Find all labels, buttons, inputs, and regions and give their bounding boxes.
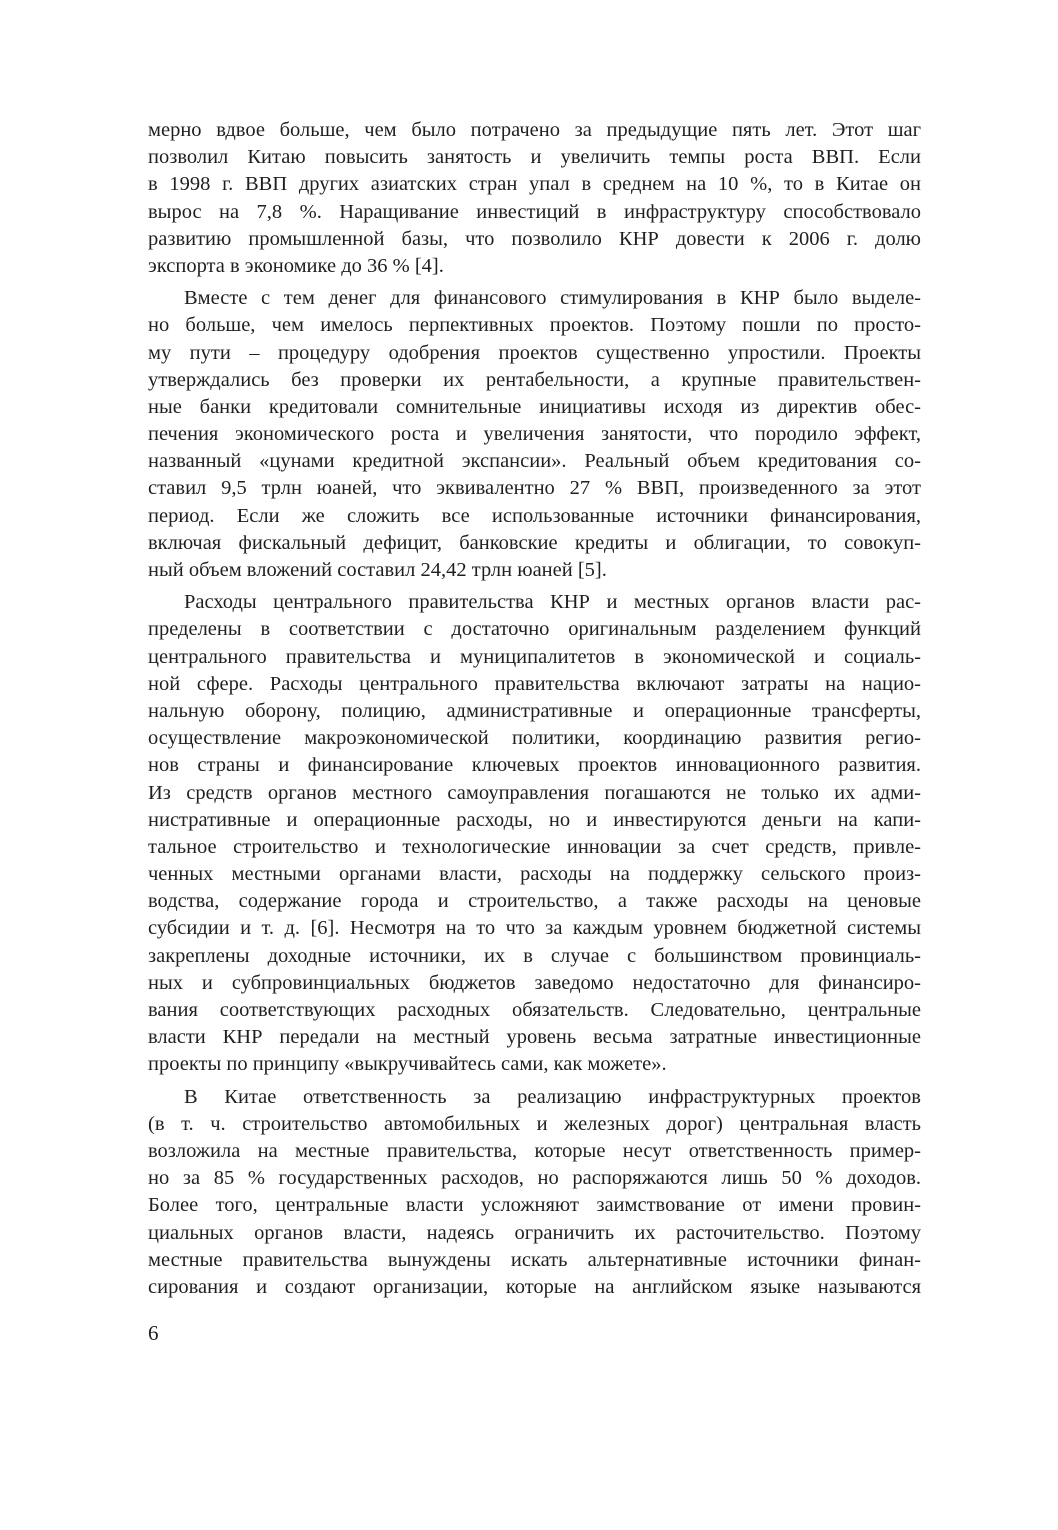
text-line: субсидии и т. д. [6]. Несмотря на то что за каждым уровнем бюджетной системы [148, 917, 921, 940]
text-line: но больше, чем имелось перпективных проектов. Поэтому пошли по просто- [148, 314, 921, 337]
text-line: вания соответствующих расходных обязательств. Следовательно, центральные [148, 999, 921, 1021]
text-line: печения экономического роста и увеличения занятости, что породило эффект, [148, 423, 921, 446]
text-line: включая фискальный дефицит, банковские кредиты и облигации, то совокуп- [148, 531, 921, 554]
text-line: Расходы центрального правительства КНР и местных органов власти рас- [184, 591, 921, 614]
text-line: ставил 9,5 трлн юаней, что эквивалентно 27 % ВВП, произведенного за этот [148, 477, 921, 500]
text-line: центрального правительства и муниципалитетов в экономической и социаль- [148, 645, 921, 668]
text-line: местные правительства вынуждены искать альтернативные источники финан- [148, 1248, 921, 1271]
text-line: позволил Китаю повысить занятость и увеличить темпы роста ВВП. Если [148, 146, 921, 169]
text-line: Из средств органов местного самоуправления погашаются не только их адми- [148, 781, 921, 804]
text-line: В Китае ответственность за реализацию инфраструктурных проектов [184, 1085, 921, 1108]
text-line: мерно вдвое больше, чем было потрачено за предыдущие пять лет. Этот шаг [148, 119, 921, 141]
text-line: названный «цунами кредитной экспансии». Реальный объем кредитования со- [148, 450, 921, 473]
text-line: возложила на местные правительства, которые несут ответственность пример- [148, 1139, 921, 1162]
paragraph [148, 1084, 921, 1302]
text-line: утверждались без проверки их рентабельности, а крупные правительствен- [148, 368, 921, 391]
text-line: водства, содержание города и строительство, а также расходы на ценовые [148, 890, 921, 913]
body-text [148, 117, 921, 1301]
text-line: власти КНР передали на местный уровень весьма затратные инвестиционные [148, 1026, 921, 1049]
text-line: му пути – процедуру одобрения проектов существенно упростили. Проекты [148, 341, 921, 364]
text-line: Вместе с тем денег для финансового стимулирования в КНР было выделе- [184, 287, 921, 310]
text-line: ный объем вложений составил 24,42 трлн юаней [5]. [148, 559, 607, 581]
text-line: (в т. ч. строительство автомобильных и железных дорог) центральная власть [148, 1112, 921, 1135]
text-line: вырос на 7,8 %. Наращивание инвестиций в инфраструктуру способствовало [148, 200, 921, 223]
text-line: ной сфере. Расходы центрального правительства включают затраты на нацио- [148, 672, 921, 695]
text-line: Более того, центральные власти усложняют заимствование от имени провин- [148, 1194, 921, 1217]
text-line: проекты по принципу «выкручивайтесь сами, как можете». [148, 1053, 667, 1076]
paragraph [148, 285, 921, 584]
text-line: развитию промышленной базы, что позволило КНР довести к 2006 г. долю [148, 227, 921, 250]
text-line: ченных местными органами власти, расходы на поддержку сельского произ- [148, 863, 921, 886]
text-line: нистративные и операционные расходы, но и инвестируются деньги на капи- [148, 808, 921, 831]
paragraph [148, 117, 921, 280]
text-line: циальных органов власти, надеясь ограничить их расточительство. Поэтому [148, 1221, 921, 1244]
text-line: пределены в соответствии с достаточно оригинальным разделением функций [148, 618, 921, 641]
text-line: сирования и создают организации, которые на английском языке называются [148, 1275, 921, 1298]
page-number: 6 [148, 1321, 159, 1345]
text-line: осуществление макроэкономической политики, координацию развития регио- [148, 727, 921, 750]
text-line: тальное строительство и технологические инновации за счет средств, привле- [148, 835, 921, 858]
text-line: в 1998 г. ВВП других азиатских стран упал в среднем на 10 %, то в Китае он [148, 173, 921, 196]
text-line: экспорта в экономике до 36 % [4]. [148, 254, 444, 277]
text-line: но за 85 % государственных расходов, но распоряжаются лишь 50 % доходов. [148, 1167, 921, 1190]
text-line: нальную оборону, полицию, административные и операционные трансферты, [148, 699, 921, 722]
text-line: период. Если же сложить все использованные источники финансирования, [148, 504, 921, 527]
text-line: закреплены доходные источники, их в случае с большинством провинциаль- [148, 944, 921, 967]
text-line: ные банки кредитовали сомнительные инициативы исходя из директив обес- [148, 395, 921, 418]
text-line: нов страны и финансирование ключевых проектов инновационного развития. [148, 754, 921, 777]
paragraph [148, 589, 921, 1078]
text-line: ных и субпровинциальных бюджетов заведомо недостаточно для финансиро- [148, 971, 921, 994]
